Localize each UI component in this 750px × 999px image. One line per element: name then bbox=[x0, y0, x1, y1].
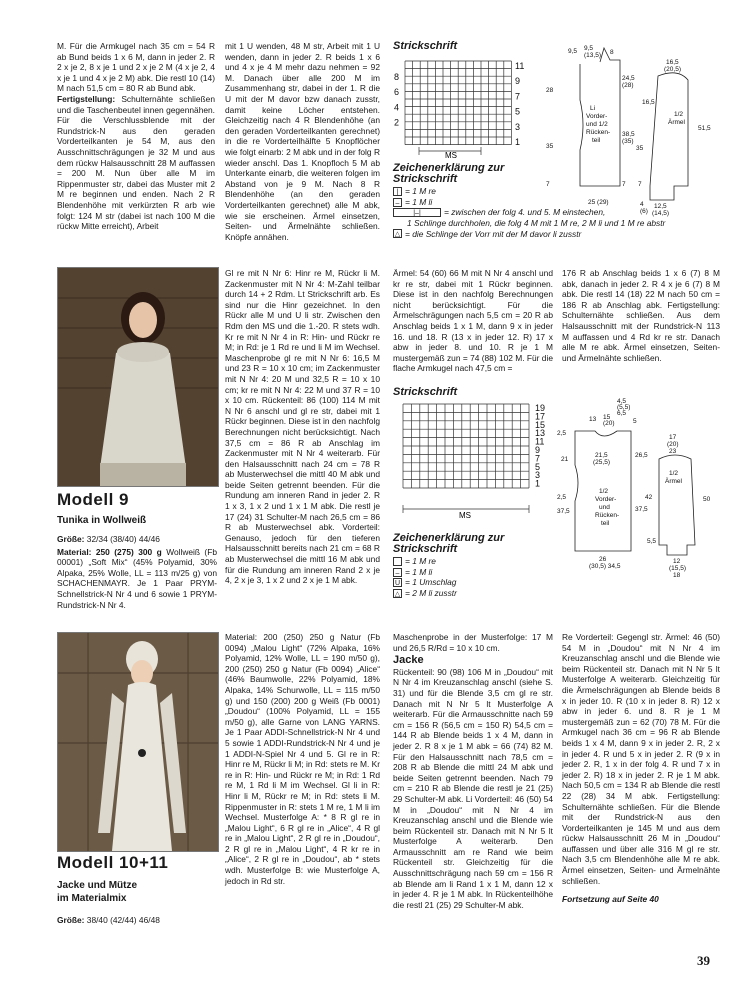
schem1-l14: 35 bbox=[546, 143, 554, 150]
schem1-l13: (35) bbox=[622, 138, 634, 145]
schem2-l13: 37,5 bbox=[557, 508, 570, 515]
model9-material: Wollweiß (Fb 00001) „Soft Mix“ (45% Polyamid, 30% Alpaka, 25% Wolle, LL = 113 m/25 g) von SCHACHENMAYR. Je 1 Paar PRYM-Schnellstrick-N Nr 4 und 6 sowie 1 PRYM-Rundstrick-N Nr 4. bbox=[57, 546, 217, 610]
chart-row-label: 13 bbox=[535, 428, 546, 439]
schem1-l16: 7 bbox=[622, 181, 626, 188]
chart-row-label: 6 bbox=[394, 87, 400, 98]
model10-size-label: Größe: bbox=[57, 915, 85, 925]
top-chart-title: Strickschrift bbox=[393, 40, 458, 52]
loop-stitch-icon: |–| bbox=[393, 208, 441, 217]
model10-col2 bbox=[225, 632, 380, 886]
schem2-l6: 5 bbox=[633, 418, 637, 425]
schem2-l0: 4,5 bbox=[617, 398, 627, 405]
schem1-l0: 9,5 bbox=[568, 48, 578, 55]
continue-note: Fortsetzung auf Seite 40 bbox=[562, 894, 659, 905]
schem1-l23: 51,5 bbox=[698, 125, 711, 132]
top-knit-chart bbox=[393, 57, 533, 161]
schem2-l8: 21 bbox=[561, 456, 569, 463]
schem2-l26: Ärmel bbox=[665, 478, 682, 485]
schem2-l22: 17 bbox=[669, 434, 677, 441]
schem2-l1: (5,5) bbox=[617, 404, 631, 411]
purl-stitch-icon: – bbox=[393, 198, 402, 207]
purl-stitch-icon: – bbox=[393, 568, 402, 577]
triangle-stitch-icon: △ bbox=[394, 231, 401, 239]
chart-row-label: 9 bbox=[535, 445, 541, 455]
schem2-l11: 26,5 bbox=[635, 452, 648, 459]
schem2-l12: 2,5 bbox=[557, 494, 567, 501]
legend-text: = 1 M re bbox=[405, 556, 436, 567]
schem2-l20: 26 bbox=[599, 556, 607, 563]
schem2-l2: 6,5 bbox=[617, 410, 627, 417]
model9-col2-text: Gl re mit N Nr 6: Hinr re M, Rückr li M. Zackenmuster mit N Nr 4: M-Zahl teilbar durch 14 + 2 Rdm. Lt Strickschrift arb. Es sind nur die Hinr gezeichnet. In den Rückr alle M und U li str. Zwischen den Rdm den MS und die 1.-20. R stets wdh. Kr re mit N Nr 4 in R: Hin- und Rückr re M; in Rd: je 1 Rd re und li M im Wechsel. Maschenprobe gl re mit N Nr 6: 16,5 M und 23 R = 10 x 10 cm; im Zackenmuster mit N Nr 4: 20 M und 32,5 R = 10 x 10 cm; kr re mit N Nr 4: 22 M und 37 R = 10 x 10 cm. Rückenteil: 86 (100) 114 M mit N Nr 6 anschl und gl re str, dabei mit 1 Rückr beginnen. Diese ist in den nachfolg Berechnungen nicht berücksichtigt. Nach 37,5 cm = 86 R ab Anschlag im Zackenmuster mit N Nr 4 weiterarb. Für den Halsausschnitt nach 24 cm = 78 R ab Musterwechsel die mittl 40 M abk und beide Seiten getrennt beenden. Für die Rundung am inneren Rand in jeder 2. R 1 x 3, 1 x 2 und 1 x 1 M abk. Die restl je 17 (24) 31 Schulter-M nach 26,5 cm = 86 R ab Musterwechsel abk. Vorderteil: Genauso, jedoch für den tieferen Halsausschnitt bereits nach 21 cm = 68 R ab Musterwechsel die mittl 16 M abk und für die Rundung am inneren Rand 2 x je 4, 2 x je 3, 1 x 2 und 2 x je 1 M abk. bbox=[225, 268, 380, 586]
model10-col4 bbox=[562, 632, 720, 905]
legend-text: = 1 Umschlag bbox=[405, 577, 457, 588]
model10-col3-text: Maschenprobe in der Musterfolge: 17 M und 26,5 R/Rd = 10 x 10 cm. bbox=[393, 632, 553, 653]
legend-row bbox=[393, 556, 553, 567]
model10-col3 bbox=[393, 632, 553, 910]
top-legend-title: Zeichenerklärung zur Strickschrift bbox=[393, 162, 505, 185]
model9-legend bbox=[393, 533, 553, 599]
schem1-l3: 8 bbox=[610, 49, 614, 56]
legend-row bbox=[393, 567, 553, 578]
legend-text: = 1 M re bbox=[405, 186, 436, 197]
top-col1-text: M. Für die Armkugel nach 35 cm = 54 R ab Bund beids 1 x 6 M, dann in jeder 2. R 2 x je 2, 8 x je 1 und 2 x je 2 M (4 x je 2, 4 x je 1 und 4 x je 2 M) abk. Die restl 10 (14) M nach 51,5 cm = 80 R ab Bund abk. bbox=[57, 41, 215, 94]
top-col2 bbox=[225, 41, 380, 242]
chart-row-label: 17 bbox=[535, 411, 546, 422]
legend-text: = 1 M li bbox=[405, 196, 433, 207]
chart-row-label: 1 bbox=[515, 137, 521, 147]
chart-row-label: 9 bbox=[515, 76, 521, 87]
schem1-l19: (20,5) bbox=[664, 66, 681, 73]
legend-row bbox=[393, 186, 733, 197]
top-col1-text-b: Schulternähte schließen und die Taschenbeutel innen gegennähen. Für die Verschlussblende mit der Rundstrick-N aus den geraden Vorderteilkanten je 54 M, aus den Ausschnittschrägungen je 32 M und aus dem rückw Halsausschnitt 28 M auffassen = 200 M. Nun über alle M im Rippenmuster str, dabei das Muster mit 2 M re beginnen und enden. Nach 2 R Blendenhöhe mit verkürzten R arb wie folgt: 124 M str (dabei ist nach 100 M die rückw Mitte erreicht), Arbeit bbox=[57, 93, 215, 232]
model10-col2-text: Material: 200 (250) 250 g Natur (Fb 0094) „Malou Light“ (72% Alpaka, 16% Polyamid, 12% Wolle, LL = 190 m/50 g), 200 (250) 250 g Natur (Fb 0094) „Alice“ (46% Baumwolle, 22% Polyamid, 18% Alpaka, 14% Schurwolle, LL = 115 m/50 g) und 150 (200) 200 g Weiß (Fb 0001) „Doudou“ (100% Polyamid, LL = 155 m/50 g), alle Garne von LANG YARNS. Je 1 Paar ADDI-Schnellstrick-N Nr 4 und 5 sowie 1 ADDI-Rundstrick-N Nr 4 und je 1 ADDI-N-Spiel Nr 4 und 5. Gl re in R: Hinr re M, Rückr li M; in Rd: stets re M. Kr re in R: Hin- und Rückr re M; in Rd: 1 Rd re M, 1 Rd li M im Wechsel. Gl li in R: Hinr li M, Rückr re M; in Rd: stets li M. Rippenmuster in R: stets 1 M re, 1 M li im Wechsel. Musterfolge A: * 8 R gl re in „Malou Light“, 6 R gl re in „Alice“, 4 R gl re in „Malou Light“, 2 R gl re in „Doudou“, 2 R gl re in „Malou Light“, 4 R kr re in „Alice“, 2 R gl re in „Doudou“, ab * stets wdh. Musterfolge B: wie Musterfolge A, jedoch in Rd str. bbox=[225, 632, 380, 886]
schem2-l25: 1/2 bbox=[669, 470, 679, 477]
model9-photo bbox=[57, 267, 219, 487]
model9-subtitle: Tunika in Wollweiß bbox=[57, 515, 147, 526]
schem2-l23: (20) bbox=[667, 441, 679, 448]
model9-size: 32/34 (38/40) 44/46 bbox=[84, 534, 160, 544]
schem1-l8: Vorder- bbox=[586, 113, 608, 120]
fertigstellung-label: Fertigstellung: bbox=[57, 93, 116, 104]
legend-row bbox=[393, 229, 733, 240]
schem2-l9: 21,5 bbox=[595, 452, 608, 459]
chart-row-label: 8 bbox=[394, 72, 400, 82]
model9-col3 bbox=[393, 268, 553, 374]
model10-size-value: 38/40 (42/44) 46/48 bbox=[84, 915, 160, 925]
schem1-l26: 12,5 bbox=[654, 203, 667, 210]
schem2-l17: Rücken- bbox=[595, 512, 620, 519]
model10-subtitle1: Jacke und Mütze bbox=[57, 880, 138, 891]
schem2-l14: 1/2 bbox=[599, 488, 609, 495]
legend-row bbox=[393, 207, 733, 218]
model9-title: Modell 9 bbox=[57, 490, 130, 509]
model9-chart-title: Strickschrift bbox=[393, 386, 458, 398]
model9-knit-chart bbox=[393, 401, 563, 521]
schem1-l6: 28 bbox=[546, 87, 554, 94]
schem2-l21: (30,5) 34,5 bbox=[589, 563, 621, 570]
top-legend bbox=[393, 163, 733, 239]
schem1-l12: 38,5 bbox=[622, 131, 635, 138]
chart-row-label: 5 bbox=[535, 461, 541, 472]
chart-row-label: 11 bbox=[535, 436, 545, 447]
yarn-over-icon: U bbox=[394, 580, 401, 588]
schem2-l15: Vorder- bbox=[595, 496, 617, 503]
schem2-l19: 37,5 bbox=[635, 506, 648, 513]
schem1-l4: 24,5 bbox=[622, 75, 635, 82]
chart-row-label: 19 bbox=[535, 403, 546, 413]
chart-row-label: 7 bbox=[515, 91, 521, 102]
legend-row bbox=[393, 197, 733, 208]
schem2-l18: teil bbox=[601, 520, 610, 527]
schem2-l32: 18 bbox=[673, 572, 681, 579]
model9-col3-text: Ärmel: 54 (60) 66 M mit N Nr 4 anschl und kr re str, dabei mit 1 Rückr beginnen. Diese ist in den nachfolg Berechnungen nicht berücksichtigt. Für die Ärmelschrägungen nach 5,5 cm = 20 R ab Anschlag beids 1 x 1 M, dann 9 x in jeder 16. und 18. R (13 x in jeder 12. R) 17 x abw in jeder 8. und 10. R je 1 M mustergemäß zun = 74 (88) 102 M. Für die flache Armkugel nach 47,5 cm = bbox=[393, 268, 553, 374]
legend-text: = 1 M li bbox=[405, 566, 433, 577]
schem2-l31: (15,5) bbox=[669, 565, 686, 572]
model10-col3-text-b: Rückenteil: 90 (98) 106 M in „Doudou“ mit N Nr 4 im Kreuzanschlag anschl (siehe S. 31) und für die Blende 3,5 cm gl re str. Danach mit N Nr 5 lt Musterfolge A weiterarb. Für die Armausschnitte nach 59 cm = 156 R (56,5 cm = 150 R) 54,5 cm = 144 R ab Blende beids 1 x 4 M, dann in jeder 2. R 8 x je 1 M abk = 66 (74) 82 M. Für den Halsausschnitt nach 78,5 cm = 208 R ab Blende die mittl 24 M abk und beide Seiten getrennt beenden. Nach 79 cm = 210 R ab Blende die restl je 21 (25) 29 Schulter-M abk. Li Vorderteil: 46 (50) 54 M in „Doudou“ mit N Nr 4 im Kreuzanschlag anschl und die Blende wie beim Rückenteil str. Danach mit N Nr 5 lt Musterfolge A weiterarb. Den Armausschnitt am re Rand wie beim Rückenteil str. Gleichzeitig für die Ausschnittschrägung nach 59 cm = 156 R ab Blende am li Rand 1 x 1 M, dann 12 x in jeder 4. R je 1 M abk. In Rückenteilhöhe die restl 21 (25) 29 Schulter-M abk. bbox=[393, 666, 553, 910]
top-ms-label: MS bbox=[445, 151, 457, 160]
schem1-l15: 7 bbox=[546, 181, 550, 188]
legend-text: = die Schlinge der Vorr mit der M davor li zusstr bbox=[405, 228, 582, 239]
legend-row bbox=[393, 218, 733, 229]
schem1-l27: (14,5) bbox=[652, 210, 669, 217]
chart-row-label: 2 bbox=[394, 117, 400, 128]
schem2-l28: 50 bbox=[703, 496, 711, 503]
schem2-l27: 42 bbox=[645, 494, 653, 501]
schem1-l2: (13,5) bbox=[584, 52, 601, 59]
top-col2-text: mit 1 U wenden, 48 M str, Arbeit mit 1 U wenden, dann in jeder 2. R beids 1 x 6 und 4 x je 4 M mehr dazu nehmen = 92 M. Danach über alle 200 M im Zusammenhang str, dabei in der 1. R die U mit der M davor bzw danach zusstr, damit keine Löcher entstehen. Gleichzeitig nach 4 R Blendenhöhe (an den geraden Vorderteilkanten gerechnet) in die re Vorderteilhälfte 5 Knopflöcher wie folgt einarb: 2 M abk und in der folg R wieder anschl. Das 1. Knopfloch 5 M ab Unterkante einarb, die weiteren folgen im Abstand von je 9 M. Nach 8 R Blendenhöhe (an den geraden Vorderteilkanten gerechnet) alle M abk, wie sie erscheinen. Ärmel einsetzen, Seiten- und Ärmelnähte schließen. Knöpfe annähen. bbox=[225, 41, 380, 242]
schem2-l30: 12 bbox=[673, 558, 681, 565]
schem1-l10: Rücken- bbox=[586, 129, 611, 136]
legend-text: = zwischen der folg 4. und 5. M einstechen, bbox=[444, 207, 606, 218]
jacke-heading: Jacke bbox=[393, 654, 424, 667]
chart-row-label: 7 bbox=[535, 453, 541, 464]
chart-row-label: 3 bbox=[535, 470, 541, 481]
chart-row-label: 4 bbox=[394, 102, 400, 113]
model9-ms-label: MS bbox=[459, 511, 471, 520]
chart-row-label: 15 bbox=[535, 419, 546, 430]
schem1-l5: (28) bbox=[622, 82, 634, 89]
model10-col4-text: Re Vorderteil: Gegengl str. Ärmel: 46 (50) 54 M in „Doudou“ mit N Nr 4 im Kreuzanschlag anschl und die Blende wie beim Rückenteil str. Danach mit N Nr 5 lt Musterfolge A weiterarb. Gleichzeitig für die Ärmelschrägungen ab Blende beids 8 x in jeder 10. R (10 x in jeder 8. R) 12 x abw in jeder 6. und 8. R je 1 M mustergemäß zun = 62 (70) 78 M. Für die Armkugel nach 36 cm = 96 R ab Blende beids 1 x 4 M, dann 9 x in jeder 2. R, 2 x in jeder 4. R und 5 x in jeder 2. R (9 x in jeder 2. R, 1 x in der folg 4. R und 7 x in jeder 2. R) 18 x in jeder 2. R je 1 M abk. Nach 50,5 cm = 134 R ab Blende die restl 22 (28) 34 M abk. Fertigstellung: Schulternähte schließen. Für die Blende mit der Rundstrick-N aus den Vorderteilkanten je 145 M und aus dem rückw Halsausschnitt 26 M in „Doudou“ auffassen und über alle 316 M gl re str. Nach 3,5 cm Blendenhöhe alle M re abk. Ärmel einsetzen, Seiten- und Ärmelnähte schließen. bbox=[562, 632, 720, 886]
knit-stitch-icon: | bbox=[393, 187, 402, 196]
schem2-l24: 23 bbox=[669, 448, 677, 455]
model10-size bbox=[57, 915, 217, 926]
schem1-l7: Li bbox=[590, 105, 596, 112]
model9-schematic bbox=[555, 395, 725, 585]
schem1-l11: teil bbox=[592, 137, 601, 144]
legend-text: 1 Schlinge durchholen, die folg 4 M mit 1 M re, 2 M li und 1 M re abstr bbox=[407, 217, 666, 228]
schem2-l5: (20) bbox=[603, 420, 615, 427]
schem1-l9: und 1/2 bbox=[586, 121, 608, 128]
schem2-l4: 15 bbox=[603, 414, 611, 421]
legend-row bbox=[393, 588, 553, 599]
schem1-l28: 4 bbox=[640, 201, 644, 208]
schem2-l10: (25,5) bbox=[593, 459, 610, 466]
schem2-l7: 2,5 bbox=[557, 430, 567, 437]
schem1-l25: 7 bbox=[638, 181, 642, 188]
decrease-icon: △ bbox=[394, 590, 401, 598]
model9-col4 bbox=[562, 268, 720, 363]
model9-col2 bbox=[225, 268, 380, 586]
model9-photo-image bbox=[58, 268, 218, 486]
model10-title: Modell 10+11 bbox=[57, 853, 169, 872]
model9-legend-title: Zeichenerklärung zur Strickschrift bbox=[393, 532, 505, 555]
legend-row bbox=[393, 577, 553, 588]
legend-text: = 2 M li zusstr bbox=[405, 587, 457, 598]
model9-details bbox=[57, 534, 217, 610]
chart-row-label: 1 bbox=[535, 478, 541, 489]
model9-col4-text: 176 R ab Anschlag beids 1 x 6 (7) 8 M abk, danach in jeder 2. R 4 x je 6 (7) 8 M abk. Die restl 14 (18) 22 M nach 50 cm = 186 R ab Anschlag abk. Fertigstellung: Schulternähte schließen. Aus dem Halsausschnitt mit der Rundstrick-N 113 M auffassen und 4 Rd kr re str. Danach alle M re abk. Ärmel einsetzen, Seiten- und Ärmelnähte schließen. bbox=[562, 268, 720, 363]
top-col1 bbox=[57, 41, 215, 232]
knit-stitch-icon bbox=[393, 557, 402, 566]
model10-subtitle2: im Materialmix bbox=[57, 893, 127, 904]
schem2-l3: 13 bbox=[589, 416, 597, 423]
model9-size-label: Größe: bbox=[57, 534, 85, 544]
schem2-l16: und bbox=[599, 504, 610, 511]
schem2-l29: 5,5 bbox=[647, 538, 657, 545]
schem1-l22: Ärmel bbox=[668, 119, 685, 126]
schem1-l21: 1/2 bbox=[674, 111, 684, 118]
schem1-l1: 9,5 bbox=[584, 45, 594, 52]
chart-row-label: 3 bbox=[515, 121, 521, 132]
model10-photo bbox=[57, 632, 219, 852]
schem1-l24: 35 bbox=[636, 145, 644, 152]
schem1-l18: 16,5 bbox=[666, 59, 679, 66]
model9-material-label: Material: 250 (275) 300 g bbox=[57, 546, 162, 557]
page-number: 39 bbox=[697, 953, 710, 968]
schem1-l29: (6) bbox=[640, 208, 648, 215]
chart-row-label: 5 bbox=[515, 106, 521, 117]
model10-photo-image bbox=[58, 633, 218, 851]
chart-row-label: 11 bbox=[515, 61, 525, 71]
schem1-l20: 16,5 bbox=[642, 99, 655, 106]
schem1-l17: 25 (29) bbox=[588, 199, 609, 206]
